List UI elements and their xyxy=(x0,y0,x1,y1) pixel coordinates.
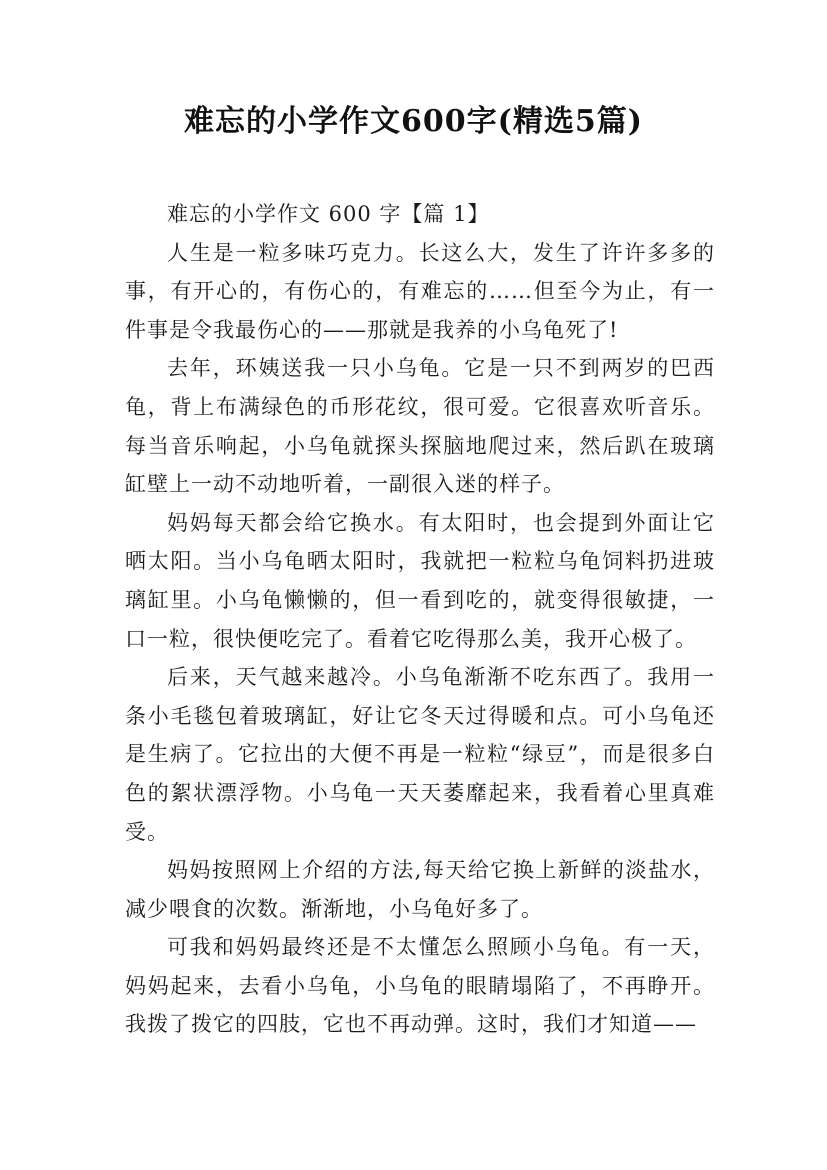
paragraph: 妈妈每天都会给它换水。有太阳时，也会提到外面让它晒太阳。当小乌龟晒太阳时，我就把一粒粒乌龟饲料扔进玻璃缸里。小乌龟懒懒的，但一看到吃的，就变得很敏捷，一口一粒，很快便吃完了。看着它吃得那么美，我开心极了。 xyxy=(125,510,715,651)
paragraph: 可我和妈妈最终还是不太懂怎么照顾小乌龟。有一天，妈妈起来，去看小乌龟，小乌龟的眼睛塌陷了，不再睁开。我拨了拨它的四肢，它也不再动弹。这时，我们才知道—— xyxy=(125,935,715,1037)
section-heading: 难忘的小学作文 600 字【篇 1】 xyxy=(167,202,490,226)
paragraph: 去年，环姨送我一只小乌龟。它是一只不到两岁的巴西龟，背上布满绿色的币形花纹，很可爱。它很喜欢听音乐。每当音乐响起，小乌龟就探头探脑地爬过来，然后趴在玻璃缸壁上一动不动地听着，一副很入迷的样子。 xyxy=(125,356,715,497)
document-title: 难忘的小学作文600字(精选5篇) xyxy=(184,104,643,139)
paragraph: 妈妈按照网上介绍的方法,每天给它换上新鲜的淡盐水，减少喂食的次数。渐渐地，小乌龟好多了。 xyxy=(125,858,715,921)
paragraph: 后来，天气越来越冷。小乌龟渐渐不吃东西了。我用一条小毛毯包着玻璃缸，好让它冬天过得暖和点。可小乌龟还是生病了。它拉出的大便不再是一粒粒“绿豆”，而是很多白色的絮状漂浮物。小乌龟一天天萎靡起来，我看着心里真难受。 xyxy=(125,665,715,844)
document-body xyxy=(125,195,715,1044)
paragraph: 人生是一粒多味巧克力。长这么大，发生了许许多多的事，有开心的，有伤心的，有难忘的……但至今为止，有一件事是令我最伤心的——那就是我养的小乌龟死了! xyxy=(125,240,715,342)
